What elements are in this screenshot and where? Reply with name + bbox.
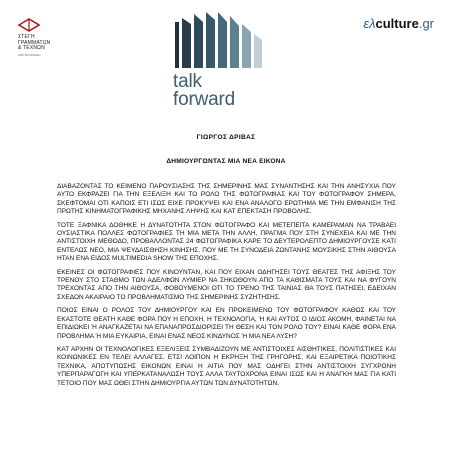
- stegi-line-2: ΓΡΑΜΜΑΤΩΝ: [18, 39, 51, 46]
- elculture-domain: .gr: [418, 16, 434, 31]
- author-name: ΓΙΩΡΓΟΣ ΔΡΙΒΑΣ: [196, 134, 256, 141]
- talk-word: talk: [173, 71, 202, 92]
- paragraph-1: ΔΙΑΒΑΖΟΝΤΑΣ ΤΟ ΚΕΙΜΕΝΟ ΠΑΡΟΥΣΙΑΣΗΣ ΤΗΣ ΣΗΜΕΡΙΝΗΣ ΜΑΣ ΣΥΝΑΝΤΗΣΗΣ ΚΑΙ ΤΗΝ ΑΝΗΣΥΧΙΑ ΠΟΥ ΑΥΤΟ ΕΚΦΡΑΖΕΙ ΓΙΑ ΤΗΝ ΕΞΕΛΙΞΗ ΚΑΙ ΤΟ ΡΟΛΟ ΤΗΣ ΦΩΤΟΓΡΑΦΙΑΣ ΚΑΙ ΤΟΥ ΦΩΤΟΓΡΑΦΟΥ ΣΗΜΕΡΑ, ΣΚΕΦΤΟΜΑΙ ΟΤΙ ΚΑΠΟΙΣ ΕΤΙ ΙΣΩΣ ΕΙΧΕ ΠΡΟΚΥΨΕΙ ΚΑΙ ΕΝΑ ΑΝΑΛΟΓΟ ΕΡΩΤΗΜΑ ΜΕ ΤΗΝ ΕΜΦΑΝΙΣΗ ΤΗΣ ΠΡΩΤΗΣ ΚΙΝΗΜΑΤΟΓΡΑΦΙΚΗΣ ΜΗΧΑΝΗΣ ΛΗΨΗΣ ΚΑΙ ΚΑΤ ΕΠΕΚΤΑΣΗ ΠΡΟΒΟΛΗΣ.: [57, 183, 396, 216]
- stegi-mark-icon: [18, 17, 40, 33]
- stegi-logo: [18, 17, 98, 57]
- stegi-line-1: ΣΤΕΓΗ: [18, 34, 35, 40]
- elculture-name: culture: [375, 16, 419, 31]
- paragraph-3: ΕΚΕΙΝΕΣ ΟΙ ΦΩΤΟΓΡΑΦΙΕΣ ΠΟΥ ΚΙΝΟΥΝΤΑΝ, ΚΑΙ ΠΟΥ ΕΙΧΑΝ ΟΔΗΓΗΣΕΙ ΤΟΥΣ ΘΕΑΤΕΣ ΤΗΣ ΑΦΙΞΗΣ ΤΟΥ ΤΡΕΝΟΥ ΣΤΟ ΣΤΑΘΜΟ ΤΩΝ ΑΔΕΛΦΩΝ ΛΥΜΙΕΡ ΝΑ ΣΗΚΩΘΟΥΝ ΑΠΟ ΤΑ ΚΑΘΙΣΜΑΤΑ ΤΟΥΣ ΚΑΙ ΝΑ ΦΥΓΟΥΝ ΤΡΕΧΟΝΤΑΣ ΑΠΟ ΤΗΝ ΑΙΘΟΥΣΑ, ΦΟΒΟΥΜΕΝΟΙ ΟΤΙ ΤΟ ΤΡΕΝΟ ΤΗΣ ΤΑΙΝΙΑΣ ΘΑ ΤΟΥΣ ΠΑΤΗΣΕΙ, ΕΔΕΙΧΑΝ ΣΧΕΔΟΝ ΑΚΑΙΡΑΙΟ ΤΟ ΠΡΟΒΛΗΜΑΤΙΣΜΟ ΤΗΣ ΣΗΜΕΡΙΝΗΣ ΣΥΖΗΤΗΣΗΣ.: [57, 268, 396, 301]
- stegi-logo-subtitle: ΙΔΡΥΜΑ ΩΝΑΣΗ: [18, 52, 41, 57]
- elculture-logo: [363, 16, 434, 31]
- stegi-line-3: & ΤΕΧΝΩΝ: [18, 45, 45, 52]
- paragraph-2: ΤΟΤΕ ΞΑΦΝΙΚΑ ΔΟΘΗΚΕ Η ΔΥΝΑΤΟΤΗΤΑ ΣΤΟΝ ΦΩΤΟΓΡΑΦΟ ΚΑΙ ΜΕΤΕΠΕΙΤΑ ΚΑΜΕΡΑΜΑΝ ΝΑ ΤΡΑΒΑΕΙ ΟΥΣΙΑΣΤΙΚΑ ΠΟΛΛΕΣ ΦΩΤΟΓΡΑΦΙΕΣ ΤΗ ΜΙΑ ΜΕΤΑ ΤΗΝ ΑΛΛΗ, ΠΡΑΓΜΑ ΠΟΥ ΣΤΗ ΣΥΝΕΧΕΙΑ ΚΑΙ ΜΕ ΤΗΝ ΑΝΤΙΣΤΟΙΧΗ ΜΕΘΟΔΟ, ΠΡΟΒΑΛΛΟΝΤΑΣ 24 ΦΩΤΟΓΡΑΦΙΚΑ ΚΑΡΕ ΤΟ ΔΕΥΤΕΡΟΛΕΠΤΟ ΔΗΜΙΟΥΡΓΟΥΣΕ ΚΑΤΙ ΕΝΤΕΛΩΣ ΝΕΟ, ΜΙΑ ΨΕΥΔΑΙΣΘΗΣΗ ΚΙΝΗΣΗΣ, ΠΟΥ ΜΕ ΤΗ ΣΥΝΟΔΕΙΑ ΖΩΝΤΑΝΗΣ ΜΟΥΣΙΚΗΣ ΣΤΗΝ ΑΙΘΟΥΣΑ ΗΤΑΝ ΕΝΑ ΕΙΔΟΣ MULTIMEDIA SHOW ΤΗΣ ΕΠΟΧΗΣ.: [57, 221, 396, 263]
- talk-forward-logo: [173, 10, 273, 109]
- document-body: [57, 183, 396, 393]
- paragraph-5: ΚΑΤ ΑΡΧΗΝ ΟΙ ΤΕΧΝΟΛΟΓΙΚΕΣ ΕΞΕΛΙΞΕΙΣ ΣΥΜΒΑΔΙΖΟΥΝ ΜΕ ΑΝΤΙΣΤΟΙΧΕΣ ΑΙΣΘΗΤΙΚΕΣ, ΠΟΛΙΤΙΣΤΙΚΕΣ ΚΑΙ ΚΟΙΝΩΝΙΚΕΣ ΕΝ ΤΕΛΕΙ ΑΛΛΑΓΕΣ. ΕΤΣΙ ΛΟΙΠΟΝ Η ΕΚΡΗΞΗ ΤΗΣ ΓΡΗΓΟΡΗΣ, ΚΑΙ ΕΞΑΙΡΕΤΙΚΑ ΠΟΙΟΤΙΚΗΣ ΤΕΧΝΙΚΑ, ΑΠΟΤΥΠΩΣΗΣ ΕΙΚΟΝΩΝ ΕΙΝΑΙ Η ΑΙΤΙΑ ΠΟΥ ΜΑΣ ΟΔΗΓΕΙ ΣΤΗΝ ΑΝΤΙΣΤΟΙΧΗ ΣΥΓΧΡΟΝΗ ΥΠΕΡΠΑΡΑΓΩΓΗ ΚΑΙ ΥΠΕΡΚΑΤΑΝΑΛΩΣΗ ΤΟΥΣ ΑΛΛΑ ΤΑΥΤΟΧΡΟΝΑ ΕΙΝΑΙ ΙΣΩΣ ΚΑΙ Η ΑΝΑΓΚΗ ΜΑΣ ΓΙΑ ΚΑΤΙ ΤΕΤΟΙΟ ΠΟΥ ΜΑΣ ΩΘΕΙ ΣΤΗΝ ΔΗΜΙΟΥΡΓΙΑ ΑΥΤΩΝ ΤΩΝ ΔΥΝΑΤΟΤΗΤΩΝ.: [57, 345, 396, 387]
- forward-word: forward: [173, 89, 235, 110]
- talk-forward-bars-icon: [173, 10, 273, 68]
- elculture-prefix: ελ: [363, 16, 376, 31]
- paragraph-4: ΠΟΙΟΣ ΕΙΝΑΙ Ο ΡΟΛΟΣ ΤΟΥ ΔΗΜΙΟΥΡΓΟΥ ΚΑΙ ΕΝ ΠΡΟΚΕΙΜΕΝΩ ΤΟΥ ΦΩΤΟΓΡΑΦΟΥ ΚΑΘΩΣ ΚΑΙ ΤΟΥ ΕΚΑΣΤΟΤΕ ΘΕΑΤΗ ΚΑΘΕ ΦΟΡΑ ΠΟΥ Η ΕΠΟΧΗ, Η ΤΕΧΝΟΛΟΓΙΑ, Ή ΚΑΙ ΑΥΤΟΣ Ο ΙΔΙΟΣ ΑΚΟΜΗ, ΦΑΙΝΕΤΑΙ ΝΑ ΕΠΙΔΙΩΚΕΙ Ή ΑΝΑΓΚΑΖΕΤΑΙ ΝΑ ΕΠΑΝΑΠΡΟΣΔΙΟΡΙΣΕΙ ΤΗ ΘΕΣΗ ΚΑΙ ΤΟΝ ΡΟΛΟ ΤΟΥ? ΕΙΝΑΙ ΚΑΘΕ ΦΟΡΑ ΕΝΑ ΠΡΟΒΛΗΜΑ Ή ΜΙΑ ΕΥΚΑΙΡΙΑ, ΕΙΝΑΙ ΕΝΑΣ ΝΕΟΣ ΚΙΝΔΥΝΟΣ Ή ΜΙΑ ΝΕΑ ΛΥΣΗ?: [57, 307, 396, 340]
- stegi-logo-text: [18, 35, 98, 52]
- document-title: ΔΗΜΙΟΥΡΓΩΝΤΑΣ ΜΙΑ ΝΕΑ ΕΙΚΟΝΑ: [166, 158, 286, 165]
